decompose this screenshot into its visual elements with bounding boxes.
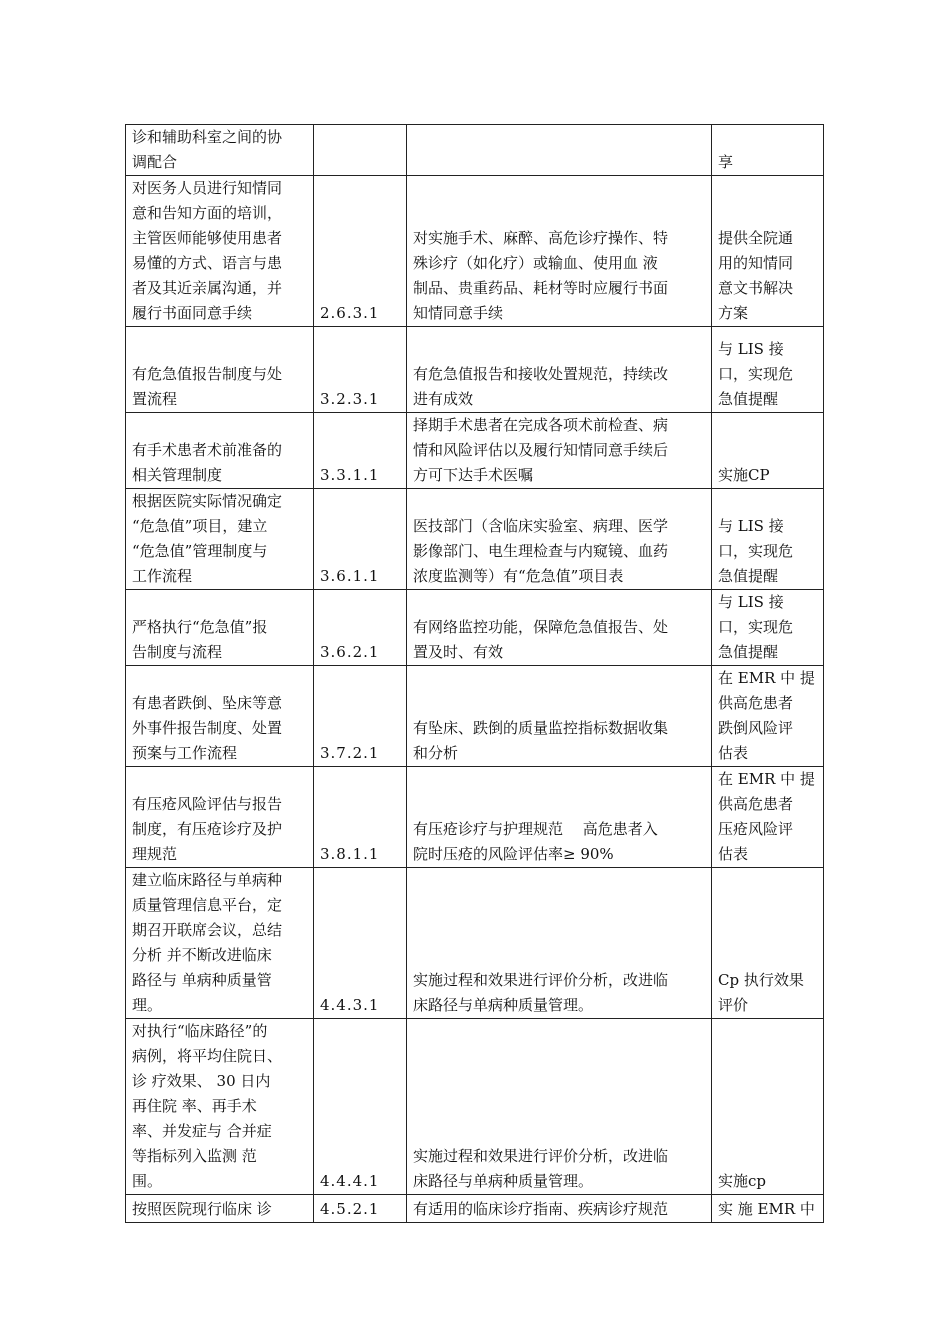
solution-cell: 提供全院通 用的知情同 意文书解决 方案 (712, 176, 824, 327)
clause-number-cell: 3.6.2.1 (314, 590, 407, 666)
requirement-cell: 有手术患者术前准备的 相关管理制度 (126, 413, 314, 489)
table-row (126, 176, 824, 327)
requirement-cell: 对执行“临床路径”的 病例，将平均住院日、 诊 疗效果、 30 日内 再住院 率、再手术 率、并发症与 合并症 等指标列入监测 范 围。 (126, 1019, 314, 1195)
requirement-cell: 按照医院现行临床 诊 (126, 1195, 314, 1223)
criteria-cell: 实施过程和效果进行评价分析，改进临 床路径与单病种质量管理。 (407, 868, 712, 1019)
requirement-cell: 建立临床路径与单病种 质量管理信息平台，定 期召开联席会议，总结 分析 并不断改进临床 路径与 单病种质量管 理。 (126, 868, 314, 1019)
criteria-cell: 有危急值报告和接收处置规范，持续改 进有成效 (407, 327, 712, 413)
table-row (126, 489, 824, 590)
solution-cell: 在 EMR 中 提 供高危患者 压疮风险评 估表 (712, 767, 824, 868)
criteria-cell: 择期手术患者在完成各项术前检查、病 情和风险评估以及履行知情同意手续后 方可下达手术医嘱 (407, 413, 712, 489)
requirement-cell: 有压疮风险评估与报告 制度，有压疮诊疗及护 理规范 (126, 767, 314, 868)
clause-number-cell: 3.8.1.1 (314, 767, 407, 868)
table-row (126, 327, 824, 413)
requirement-cell: 对医务人员进行知情同 意和告知方面的培训， 主管医师能够使用患者 易懂的方式、语言与患 者及其近亲属沟通，并 履行书面同意手续 (126, 176, 314, 327)
criteria-cell (407, 125, 712, 176)
table-row (126, 1019, 824, 1195)
criteria-cell: 对实施手术、麻醉、高危诊疗操作、特 殊诊疗（如化疗）或输血、使用血 液 制品、贵重药品、耗材等时应履行书面 知情同意手续 (407, 176, 712, 327)
clause-number-cell: 4.4.4.1 (314, 1019, 407, 1195)
solution-cell: 与 LIS 接 口，实现危 急值提醒 (712, 327, 824, 413)
clause-number-cell: 3.7.2.1 (314, 666, 407, 767)
solution-cell: Cp 执行效果 评价 (712, 868, 824, 1019)
criteria-cell: 有适用的临床诊疗指南、疾病诊疗规范 (407, 1195, 712, 1223)
clause-number-cell: 3.3.1.1 (314, 413, 407, 489)
table-row (126, 125, 824, 176)
solution-cell: 在 EMR 中 提 供高危患者 跌倒风险评 估表 (712, 666, 824, 767)
requirements-table (125, 124, 824, 1223)
table-row (126, 413, 824, 489)
requirement-cell: 有患者跌倒、坠床等意 外事件报告制度、处置 预案与工作流程 (126, 666, 314, 767)
clause-number-cell: 4.5.2.1 (314, 1195, 407, 1223)
table-row (126, 1195, 824, 1223)
solution-cell: 实施cp (712, 1019, 824, 1195)
criteria-cell: 有压疮诊疗与护理规范 高危患者入 院时压疮的风险评估率≥ 90% (407, 767, 712, 868)
solution-cell: 享 (712, 125, 824, 176)
requirement-cell: 有危急值报告制度与处 置流程 (126, 327, 314, 413)
solution-cell: 与 LIS 接 口，实现危 急值提醒 (712, 489, 824, 590)
criteria-cell: 医技部门（含临床实验室、病理、医学 影像部门、电生理检查与内窥镜、血药 浓度监测等）有“危急值”项目表 (407, 489, 712, 590)
table-row (126, 868, 824, 1019)
criteria-cell: 实施过程和效果进行评价分析，改进临 床路径与单病种质量管理。 (407, 1019, 712, 1195)
solution-cell: 实施CP (712, 413, 824, 489)
clause-number-cell: 3.6.1.1 (314, 489, 407, 590)
criteria-cell: 有坠床、跌倒的质量监控指标数据收集 和分析 (407, 666, 712, 767)
clause-number-cell: 3.2.3.1 (314, 327, 407, 413)
table-row (126, 767, 824, 868)
solution-cell: 实 施 EMR 中 (712, 1195, 824, 1223)
solution-cell: 与 LIS 接 口，实现危 急值提醒 (712, 590, 824, 666)
table-row (126, 666, 824, 767)
criteria-cell: 有网络监控功能，保障危急值报告、处 置及时、有效 (407, 590, 712, 666)
clause-number-cell (314, 125, 407, 176)
requirement-cell: 根据医院实际情况确定 “危急值”项目，建立 “危急值”管理制度与 工作流程 (126, 489, 314, 590)
table-row (126, 590, 824, 666)
clause-number-cell: 4.4.3.1 (314, 868, 407, 1019)
clause-number-cell: 2.6.3.1 (314, 176, 407, 327)
requirement-cell: 诊和辅助科室之间的协 调配合 (126, 125, 314, 176)
requirement-cell: 严格执行“危急值”报 告制度与流程 (126, 590, 314, 666)
